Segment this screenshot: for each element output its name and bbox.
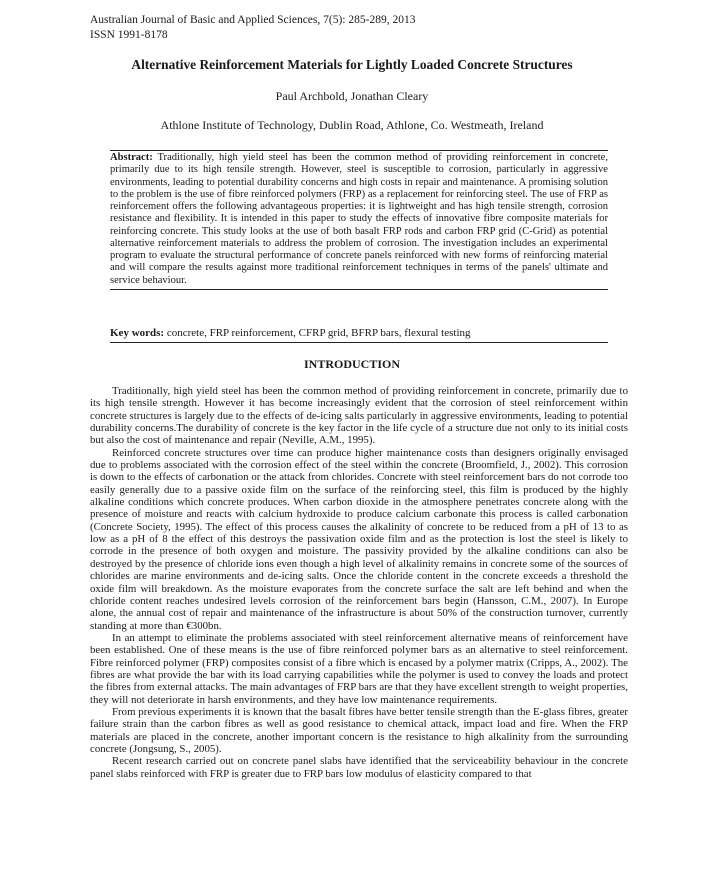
journal-citation: Australian Journal of Basic and Applied Sciences, 7(5): 285-289, 2013	[90, 14, 416, 26]
section-heading: INTRODUCTION	[303, 357, 400, 371]
abstract-label: Abstract:	[110, 152, 153, 163]
body-paragraph: Traditionally, high yield steel has been the common method of providing reinforcement in concrete, primarily due to its high tensile strength. However it has become increasingly evident that the corrosion of steel reinforcement within concrete structures is largely due to the effects of de-icing salts particularly in aggressive environments, leading to potential durability concerns.The durability of concrete is the key factor in the life cycle of a structure due not only to its initial costs but also the cost of maintenance and repair (Neville, A.M., 1995).	[90, 385, 628, 447]
body-paragraph: From previous experiments it is known that the basalt fibres have better tensile strength than the E-glass fibres, greater failure strain than the carbon fibres as well as good resistance to chemical attack, impact load and fire. When the FRP materials are placed in the concrete, another important concern is the resistance to high alkalinity from the surrounding concrete (Jongsung, S., 2005).	[90, 705, 628, 755]
body-paragraph: In an attempt to eliminate the problems associated with steel reinforcement alternative means of reinforcement have been established. One of these means is the use of fibre reinforced polymer bars as an alternative to steel reinforcement. Fibre reinforced polymer (FRP) composites consist of a fibre which is encased by a polymer matrix (Cripps, A., 2002). The fibres are what provide the bar with its load carrying capabilities while the polymer is used to convey the loads and protect the fibres from external attacks. The main advantages of FRP bars are that they have excellent strength to weight properties, they will not deteriorate in harsh environments, and they have low maintenance requirements.	[90, 631, 628, 706]
keywords-block	[110, 327, 608, 343]
journal-header	[90, 13, 415, 43]
paper-title: Alternative Reinforcement Materials for Lightly Loaded Concrete Structures	[131, 57, 573, 72]
body-text	[90, 385, 628, 780]
abstract-text: Traditionally, high yield steel has been the common method of providing reinforcement in concrete, primarily due to its high tensile strength. However, steel is susceptible to corrosion, particularly in aggressive environments, leading to potential durability concerns and high costs in repair and maintenance. A promising solution to the problem is the use of fibre reinforced polymers (FRP) as a replacement for reinforcing steel. The use of FRP as reinforcement offers the following advantageous properties: it is lightweight and has high tensile strength, corrosion resistance and flexibility. It is intended in this paper to study the effects of innovative fibre composite materials for reinforcing concrete. This study looks at the use of both basalt FRP rods and carbon FRP grid (C-Grid) as potential alternative reinforcement materials to address the problem of corrosion. The investigation includes an experimental program to evaluate the structural performance of concrete panels reinforced with new forms of reinforcing material and will compare the results against more traditional reinforcement techniques in terms of the panels' ultimate and service behaviour.	[110, 152, 608, 286]
abstract-paragraph	[110, 152, 608, 287]
paper-authors: Paul Archbold, Jonathan Cleary	[275, 89, 429, 103]
keywords-label: Key words:	[110, 327, 165, 339]
body-paragraph: Recent research carried out on concrete panel slabs have identified that the serviceability behaviour in the concrete panel slabs reinforced with FRP is greater due to FRP bars low modulus of elasticity compared to that	[90, 755, 628, 780]
body-paragraph: Reinforced concrete structures over time can produce higher maintenance costs than designers originally envisaged due to problems associated with the corrosion effect of the steel within the concrete (Broomfield, J., 2002). This corrosion is down to the effects of carbonation or the attack from chlorides. Concrete with steel reinforcement bars do not corrode too easily generally due to a passive oxide film on the surface of the reinforcing steel, this film is produced by the highly alkaline conditions which concrete produces. When carbon dioxide in the atmosphere penetrates concrete along with the presence of moisture and reacts with calcium hydroxide to produce calcium carbonate this process is called carbonation (Concrete Society, 1995). The effect of this process causes the alkalinity of concrete to be reduced from a pH of 13 to as low as a pH of 8 the effect of this destroys the passivation oxide film and as the protection is lost the steel is likely to corrode in the presence of both oxygen and moisture. The passivity provided by the alkaline conditions can also be destroyed by the presence of chloride ions even though a high level of alkalinity remains in concrete some of the sources of chlorides are marine environments and de-icing salts. Once the chloride content in the concrete exceeds a threshold the oxide film will breakdown. As the moisture evaporates from the concrete surface the salt are left behind and when the chloride content reaches undesired levels corrosion of the reinforcement bars begin (Hansson, C.M., 2007). In Europe alone, the annual cost of repair and maintenance of the infrastructure is about 50% of the construction turnover, currently standing at more than €300bn.	[90, 446, 628, 632]
abstract-block	[110, 150, 608, 290]
paper-affiliation: Athlone Institute of Technology, Dublin Road, Athlone, Co. Westmeath, Ireland	[160, 118, 544, 132]
keywords-text: concrete, FRP reinforcement, CFRP grid, BFRP bars, flexural testing	[166, 327, 471, 339]
journal-issn: ISSN 1991-8178	[90, 29, 168, 41]
